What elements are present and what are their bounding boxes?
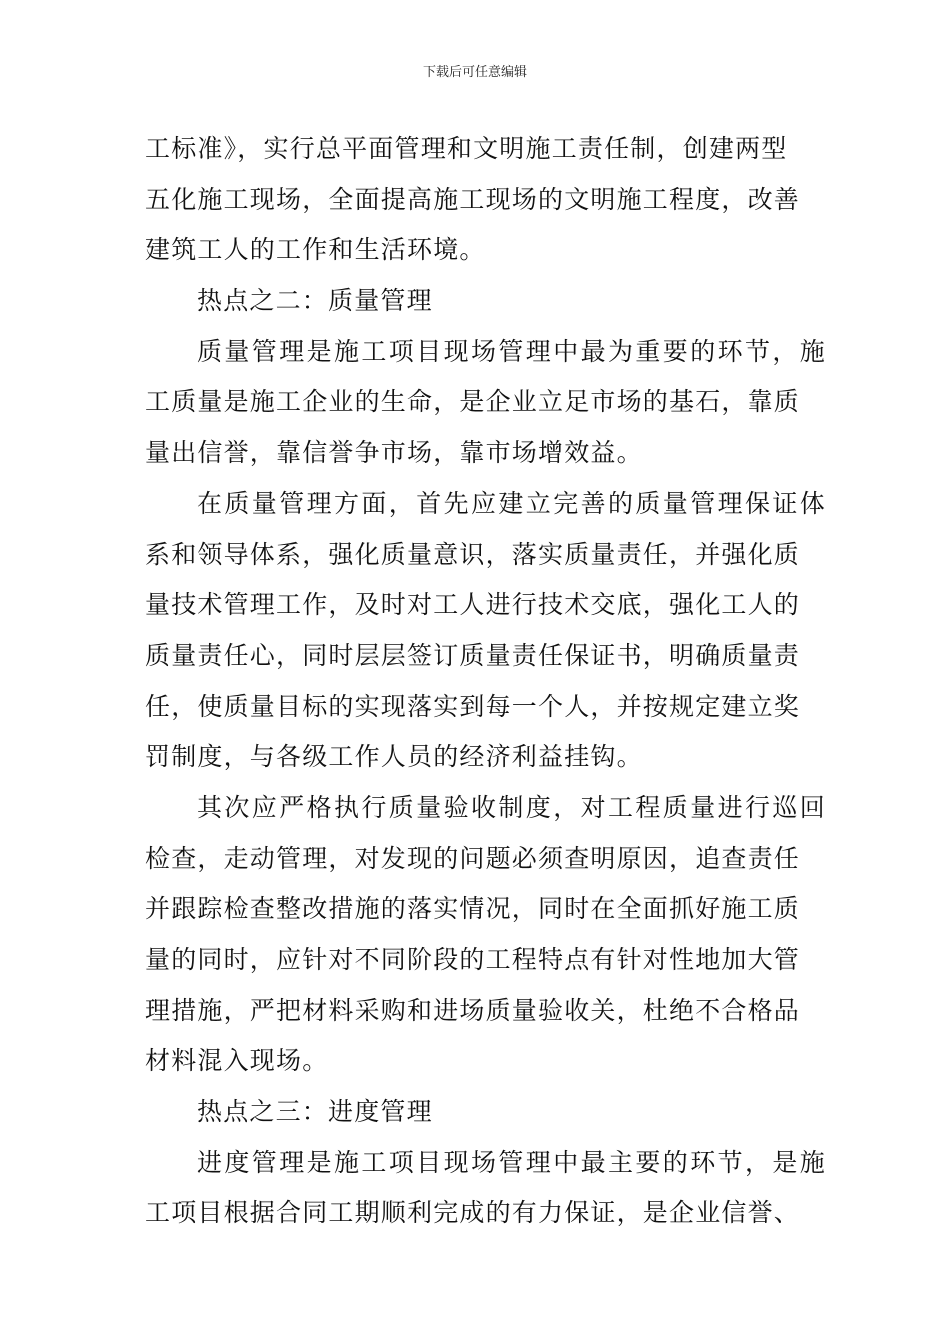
text-line: 工标准》，实行总平面管理和文明施工责任制，创建两型 <box>145 134 788 163</box>
text-line: 工项目根据合同工期顺利完成的有力保证，是企业信誉、 <box>145 1198 801 1228</box>
text-line: 检查，走动管理，对发现的问题必须查明原因，追查责任 <box>145 843 801 873</box>
text-line: 质量管理是施工项目现场管理中最为重要的环节，施 <box>197 336 828 366</box>
page-header-note: 下载后可任意编辑 <box>422 65 527 80</box>
text-line: 五化施工现场，全面提高施工现场的文明施工程度，改善 <box>145 184 801 214</box>
text-line: 质量责任心，同时层层签订质量责任保证书，明确质量责 <box>145 640 801 670</box>
text-line: 进度管理是施工项目现场管理中最主要的环节，是施 <box>197 1147 828 1177</box>
text-line: 热点之二：质量管理 <box>197 286 433 316</box>
text-line: 系和领导体系，强化质量意识，落实质量责任，并强化质 <box>145 539 801 569</box>
text-line: 并跟踪检查整改措施的落实情况，同时在全面抓好施工质 <box>145 894 801 924</box>
text-line: 在质量管理方面，首先应建立完善的质量管理保证体 <box>197 488 828 518</box>
text-line: 热点之三：进度管理 <box>197 1097 433 1127</box>
document-body <box>145 124 828 1239</box>
text-line: 理措施，严把材料采购和进场质量验收关，杜绝不合格品 <box>145 995 801 1025</box>
text-line: 材料混入现场。 <box>145 1046 329 1076</box>
text-line: 工质量是施工企业的生命，是企业立足市场的基石，靠质 <box>145 387 801 417</box>
text-line: 量技术管理工作，及时对工人进行技术交底，强化工人的 <box>145 590 801 620</box>
text-line: 量出信誉，靠信誉争市场，靠市场增效益。 <box>145 438 643 468</box>
text-line: 其次应严格执行质量验收制度，对工程质量进行巡回 <box>197 792 828 822</box>
text-line: 量的同时，应针对不同阶段的工程特点有针对性地加大管 <box>145 945 801 974</box>
text-line: 罚制度，与各级工作人员的经济利益挂钩。 <box>145 742 643 772</box>
text-line: 任，使质量目标的实现落实到每一个人，并按规定建立奖 <box>145 691 801 721</box>
text-line: 建筑工人的工作和生活环境。 <box>145 235 486 265</box>
